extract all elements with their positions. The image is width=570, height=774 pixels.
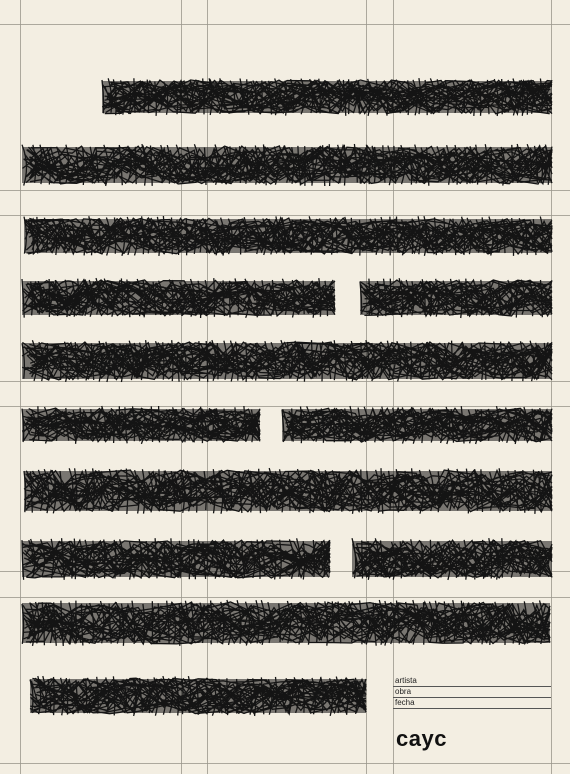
scribble-bar (22, 600, 550, 646)
scribble-bar (22, 538, 552, 580)
scribble-bar (24, 468, 552, 514)
scribble-bar (22, 278, 552, 318)
scribble-bar (30, 676, 366, 716)
scribble-bar (102, 78, 552, 116)
scribble-bar (22, 340, 552, 382)
cayc-logo: cayc (396, 726, 447, 751)
scribble-bar (24, 216, 552, 256)
caption-date-label: fecha (393, 698, 551, 709)
caption-work-label: obra (393, 687, 551, 698)
scribble-bar (22, 144, 552, 186)
caption-artist-label: artista (393, 676, 551, 687)
scribble-bar (22, 406, 552, 444)
